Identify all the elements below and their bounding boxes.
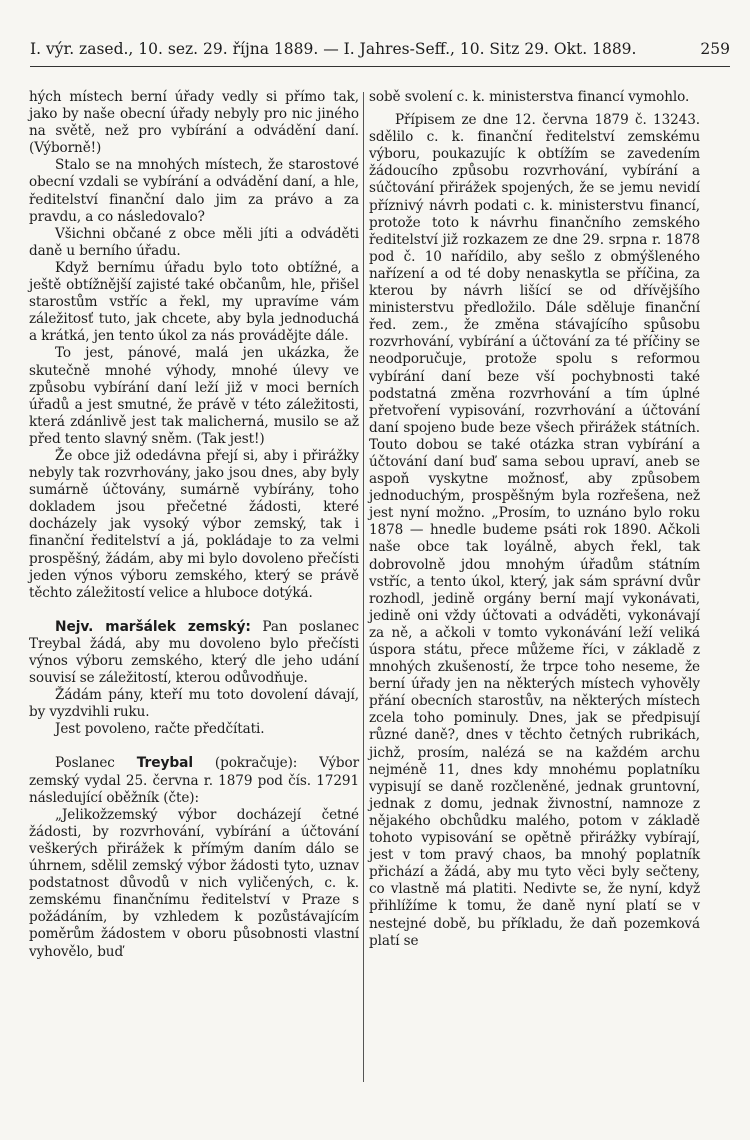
- paragraph: Stalo se na mnohých místech, že starostové obecní vzdali se vybírání a odvádění daní, a hle, ředitelství finanční dalo jim za právo a za pravdu, a co následovalo?: [29, 157, 359, 225]
- speaker-prefix: Poslanec: [55, 755, 115, 772]
- speaker-paragraph: [29, 619, 359, 687]
- speech-text: (pokračuje): Výbor zemský vydal 25. června r. 1879 pod čís. 17291 následující oběžník (čte):: [29, 755, 359, 806]
- paragraph: Všichni občané z obce měli jíti a odváděti daně u berního úřadu.: [29, 225, 359, 259]
- paragraph: To jest, pánové, malá jen ukázka, že skutečně mnohé výhody, mnohé úlevy ve způsobu vybírání daní leží již v moci berních úřadů a jest smutné, že právě v této záležitosti, která zdánlivě jest tak malicherná, musilo se až před tento slavný sněm. (Tak jest!): [29, 345, 359, 447]
- speaker-name: Treybal: [136, 755, 194, 772]
- speaker-name: Nejv. maršálek zemský:: [55, 618, 251, 635]
- page-number: 259: [700, 40, 730, 58]
- paragraph: „Jelikožzemský výbor docházejí četné žádosti, by rozvrhování, vybírání a účtování veškerých přirážek k přímým daním dálo se úhrnem, sdělil zemský výbor žádosti tyto, uznav podstatnost důvodů v nich vyličených, c. k. zemskému finančnímu ředitelství v Praze s požádáním, by vzhledem k pozůstávajícím poměrům žádostem v oboru působnosti vlastní vyhovělo, buď: [29, 806, 359, 960]
- header-rule: [30, 66, 730, 67]
- left-column: [29, 89, 359, 961]
- paragraph: Žádám pány, kteří mu toto dovolení dávají, by vyzdvihli ruku.: [29, 687, 359, 721]
- paragraph: Když bernímu úřadu bylo toto obtížné, a ještě obtížnější zajisté také občanům, hle, přišel starostům vstříc a řekl, my upravíme vám záležitosť tuto, jak chcete, aby byla jednoduchá a krátká, jen tento úkol za nás provádějte dále.: [29, 259, 359, 345]
- speaker-paragraph: [29, 755, 359, 806]
- paragraph: Přípisem ze dne 12. června 1879 č. 13243. sdělilo c. k. finanční ředitelství zemskému výboru, poukazujíc k obtížím se zavedením žádoucího způsobu rozvrhování, vybírání a súčtování přirážek spojených, že se jemu nevidí příznivý návrh podati c. k. ministerstvu financí, protože toto k návrhu finančního zemského ředitelství již rozkazem ze dne 29. srpna r. 1878 pod č. 10 nařídilo, aby sešlo z obmýšleného nařízení a od té doby nenaskytla se příčina, za kterou by návrh lišící se od dřívějšího ministerstvu předložilo. Dále sděluje finanční řed. zem., že změna stávajícího spůsobu rozvrhování, vybírání a účtování za té příčiny se neodporučuje, protože spolu s reformou vybírání daní beze vší pochybnosti také podstatná změna rozvrhování a tím úplné přetvoření vypisování, rozvrhování a účtování daní spojeno bude beze všech přirážek státních. Touto dobou se také otázka stran vybírání a účtování daní buď sama sebou upraví, aneb se aspoň vyskytne možnosť, aby způsobem jednoduchým, prospěšným byla rozřešena, než jest nyní možno. „Prosím, to uznáno bylo roku 1878 — hnedle budeme psáti rok 1890. Ačkoli naše obce tak loyálně, abych řekl, tak dobrovolně jdou mnohým úřadům státním vstříc, a tento úkol, který, jak sám správní dvůr rozhodl, jedině orgány berní mají vykonávati, jedině oni vždy účtovati a odváděti, vykonávají za ně, a ačkoli v tomto vykonávání leží veliká úspora státu, přece můžeme říci, v základě z mnohých zkušeností, že trpce toho neseme, že berní úřady jen na některých místech vyhověly přání obecních starostův, na některých místech zcela toho pominuly. Dnes, jak se předpisují různé daně?, dnes v těchto četných rubrikách, jichž, prosím, nalézá se na každém archu nejméně 11, dnes kdy mnohému poplatníku vypisují se daně rozčleněné, jednak gruntovní, jednak z domu, jednak živnostní, namnoze z nějakého obchůdku malého, potom v základě tohoto vypisování se opětně přirážky vybírají, jest v tom pravý chaos, ba mnohý poplatník přichází a žádá, aby mu tyto věci byly sečteny, co vlastně má platiti. Nedivte se, že nyní, když přihlížíme k tomu, že daně nyní platí se v nestejné době, bu příkladu, že daň pozemková platí se: [369, 112, 700, 949]
- paragraph: Že obce již odedávna přejí si, aby i přirážky nebyly tak rozvrhovány, jako jsou dnes, aby byly sumárně účtovány, sumárně vybírány, toho dokladem jsou přečetné žádosti, které docházely jak vysoký výbor zemský, tak i finanční ředitelství a já, pokládaje to za velmi prospěšný, žádám, aby mi bylo dovoleno přečísti jeden výnos výboru zemského, který se právě těchto záležitostí velice a hluboce dotýká.: [29, 447, 359, 601]
- header-title: I. výr. zased., 10. sez. 29. října 1889. — I. Jahres-Seff., 10. Sitz 29. Okt. 1889.: [30, 40, 637, 58]
- column-divider: [363, 92, 364, 1082]
- running-header: [30, 40, 730, 58]
- paragraph: Jest povoleno, račte předčítati.: [55, 721, 265, 738]
- speech-text: Pan poslanec Treybal žádá, aby mu dovoleno bylo přečísti výnos výboru zemského, který dle jeho udání souvisí se záležitostí, kterou odůvodňuje.: [29, 618, 359, 687]
- right-column: [369, 89, 700, 950]
- paragraph: hých místech berní úřady vedly si přímo tak, jako by naše obecní úřady nebyly pro nic jiného na světě, než pro vybírání a odvádění daní. (Výborně!): [29, 89, 359, 157]
- paragraph: sobě svolení c. k. ministerstva financí vymohlo.: [369, 89, 690, 105]
